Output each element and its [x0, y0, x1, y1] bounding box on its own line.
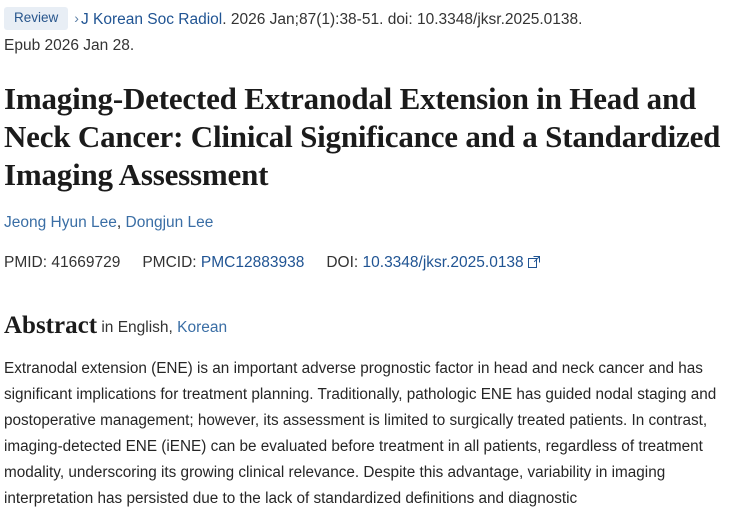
identifier-row [4, 252, 746, 274]
abstract-text: Extranodal extension (ENE) is an important adverse prognostic factor in head and neck cancer and has significant implications for treatment planning. Traditionally, pathologic ENE has guided nodal staging and postoperative management; however, its assessment is limited to surgically treated patients. In contrast, imaging-detected ENE (iENE) can be evaluated before treatment in all patients, regardless of treatment modality, underscoring its growing clinical relevance. Despite this advantage, variability in imaging interpretation has persisted due to the lack of standardized definitions and diagnostic [4, 360, 717, 507]
pmcid-label: PMCID: [142, 254, 197, 271]
author-list [4, 212, 746, 234]
page-title: Imaging-Detected Extranodal Extension in Head and Neck Cancer: Clinical Significance and a Standardized Imaging Assessment [4, 81, 721, 192]
doi-link[interactable]: 10.3348/jksr.2025.0138 [362, 254, 524, 271]
publication-type-badge[interactable]: Review [4, 7, 68, 30]
abstract-lang-prefix: in English, [97, 319, 178, 336]
citation-details: . 2026 Jan;87(1):38-51. doi: 10.3348/jksr.2025.0138. [222, 11, 583, 28]
citation-line [4, 6, 742, 32]
pmcid-group [142, 252, 304, 274]
author-separator: , [116, 214, 126, 231]
epub-date: Epub 2026 Jan 28. [4, 37, 135, 54]
abstract-heading [4, 314, 746, 340]
doi-label: DOI: [326, 254, 359, 271]
journal-link[interactable]: J Korean Soc Radiol [80, 11, 223, 28]
citation-block [0, 0, 750, 58]
doi-group [326, 252, 539, 274]
external-link-icon[interactable] [528, 256, 540, 268]
abstract-language-link[interactable]: Korean [177, 319, 228, 336]
author-link-2[interactable]: Dongjun Lee [125, 214, 214, 231]
pmid-value: 41669729 [51, 254, 121, 271]
chevron-right-icon: › [74, 10, 79, 26]
pmid-label: PMID: [4, 254, 48, 271]
pmid-group [4, 252, 120, 274]
author-link-1[interactable]: Jeong Hyun Lee [4, 214, 117, 231]
abstract-label: Abstract [4, 312, 98, 339]
pmcid-link[interactable]: PMC12883938 [200, 254, 305, 271]
